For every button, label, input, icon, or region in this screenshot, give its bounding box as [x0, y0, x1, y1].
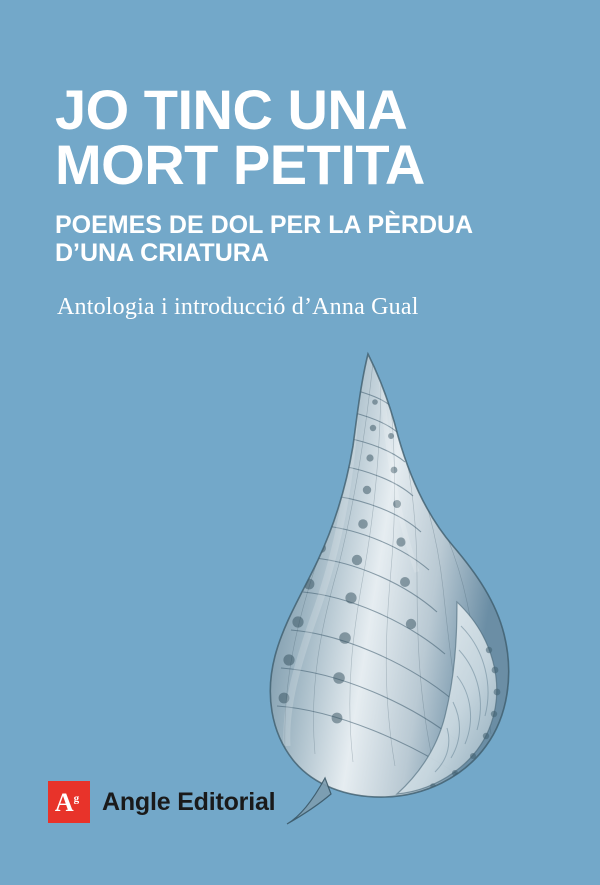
publisher-logo	[48, 781, 275, 823]
publisher-name: Angle Editorial	[102, 787, 276, 816]
subtitle-line-2: D’UNA CRIATURA	[55, 239, 269, 268]
page-title	[55, 78, 555, 197]
publisher-logo-letter: $A^g$	[54, 788, 80, 817]
subtitle-line-1: POEMES DE DOL PER LA PÈRDUA	[55, 210, 474, 239]
byline: Antologia i introducció d’Anna Gual	[57, 293, 419, 320]
title-line-2: MORT PETITA	[55, 133, 425, 197]
sea-shell-illustration	[205, 350, 535, 850]
title-block	[55, 78, 555, 320]
publisher-logo-mark	[48, 781, 90, 823]
title-line-1: JO TINC UNA	[55, 78, 408, 141]
subtitle	[55, 211, 555, 268]
